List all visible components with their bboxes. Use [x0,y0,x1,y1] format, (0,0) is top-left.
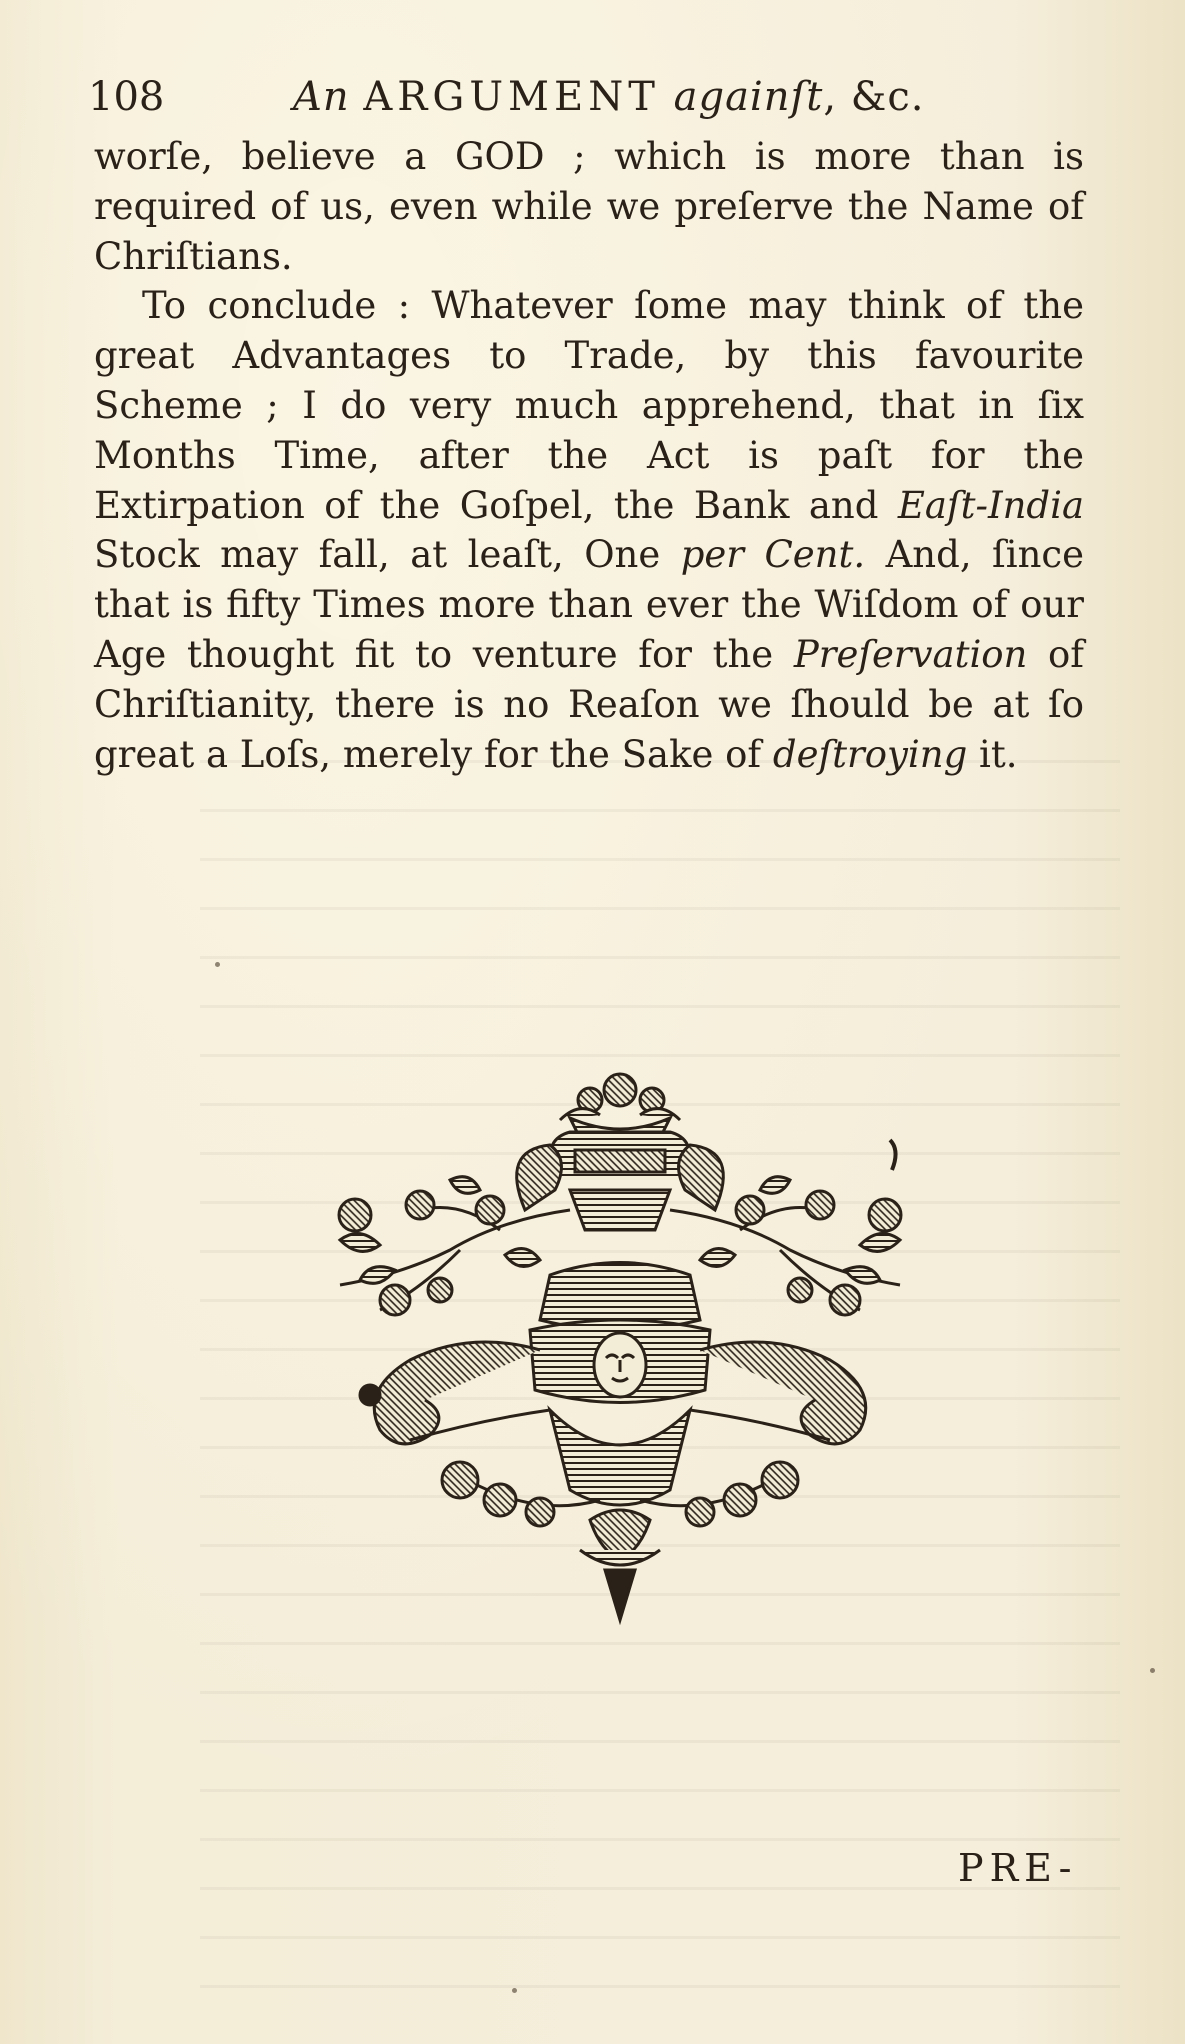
paragraph-2 [94,281,1084,779]
p2-text-d: of Chriſtianity, there is no Reaſon we ſhould be at ſo great a Loſs, merely for the Sake of [94,632,1085,776]
bottom-finial [580,1510,660,1620]
title-italic-against: againſt [673,74,824,120]
p2-text-e: it. [967,732,1018,776]
p2-text-a: To conclude : Whatever ſome may think of the great Advantages to Trade, by this favourite Scheme ; I do very much apprehend, that in ſix Months Time, after the Act is paſt for the Extirpation of the Goſpel, the Bank and [94,284,1084,527]
ink-speck [512,1988,517,1993]
page-number: 108 [88,74,165,120]
p2-text-c: And, ſince that is fifty Times more than ever the Wiſdom of our Age thought fit to venture for the [94,533,1085,676]
catchword: PRE- [958,1846,1078,1890]
ink-speck [215,962,220,967]
p2-italic-per-cent: per Cent. [680,533,866,577]
title-end: , &c. [823,74,925,120]
running-title [293,62,925,132]
p2-italic-preservation: Preſervation [793,632,1028,676]
p2-text-b: Stock may fall, at leaſt, One [94,533,681,577]
p2-italic-destroying: deſtroying [772,732,968,776]
urn-ornament-icon [300,1060,940,1660]
urn-body [530,1263,710,1403]
paragraph-1: worſe, believe a GOD ; which is more than is required of us, even while we preſerve the Name of Chriſtians. [94,135,1084,278]
ink-speck [1150,1668,1155,1673]
running-head [88,62,1088,132]
body-text [94,132,1084,779]
title-argument: ARGUMENT [363,74,660,120]
p2-italic-east-india: Eaſt-India [897,483,1084,527]
title-italic-an: An [293,74,350,120]
